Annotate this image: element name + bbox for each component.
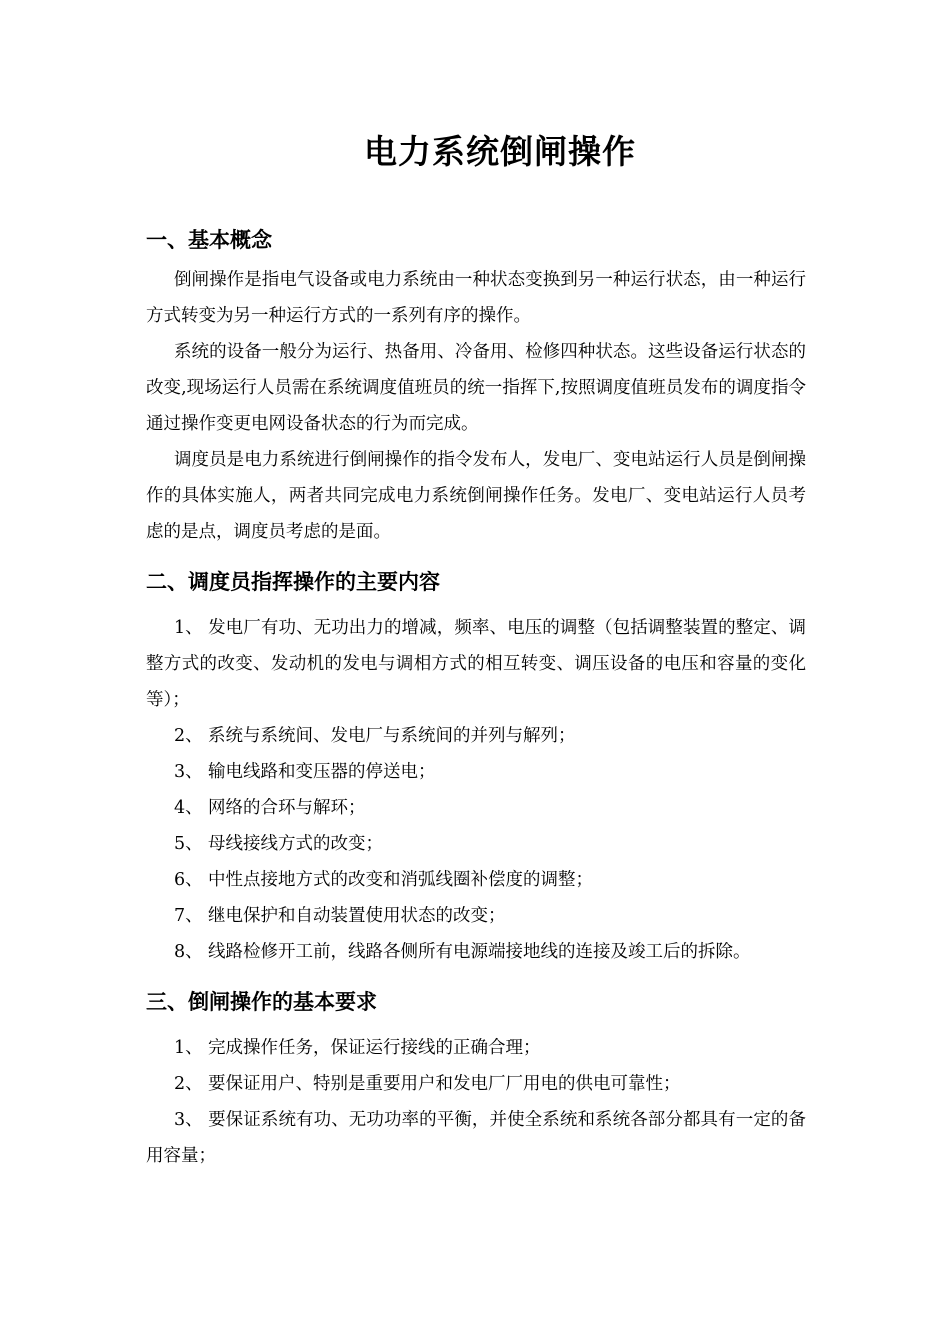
list-item-number: 3、 — [174, 1110, 203, 1130]
list-item-number: 7、 — [174, 906, 203, 926]
list-item-text: 线路检修开工前，线路各侧所有电源端接地线的连接及竣工后的拆除。 — [208, 942, 751, 962]
list-item — [146, 862, 806, 898]
list-item-number: 1、 — [174, 618, 203, 638]
list-item — [146, 1030, 806, 1066]
list-item-number: 3、 — [174, 762, 203, 782]
list-item — [146, 790, 806, 826]
paragraph: 系统的设备一般分为运行、热备用、冷备用、检修四种状态。这些设备运行状态的改变,现场运行人员需在系统调度值班员的统一指挥下,按照调度值班员发布的调度指令通过操作变更电网设备状态的行为而完成。 — [146, 342, 806, 434]
paragraph: 倒闸操作是指电气设备或电力系统由一种状态变换到另一种运行状态，由一种运行方式转变为另一种运行方式的一系列有序的操作。 — [146, 270, 806, 326]
paragraph: 调度员是电力系统进行倒闸操作的指令发布人，发电厂、变电站运行人员是倒闸操作的具体实施人，两者共同完成电力系统倒闸操作任务。发电厂、变电站运行人员考虑的是点，调度员考虑的是面。 — [146, 450, 806, 542]
list-item-text: 中性点接地方式的改变和消弧线圈补偿度的调整； — [208, 870, 593, 890]
list-item-number: 2、 — [174, 726, 203, 746]
list-item-number: 4、 — [174, 798, 203, 818]
section-heading-basic-concepts: 一、基本概念 — [146, 228, 272, 252]
list-item — [146, 826, 806, 862]
section-heading-basic-requirements: 三、倒闸操作的基本要求 — [146, 990, 377, 1014]
list-item-text: 完成操作任务，保证运行接线的正确合理； — [208, 1038, 541, 1058]
list-item-text: 系统与系统间、发电厂与系统间的并列与解列； — [208, 726, 576, 746]
list-item-number: 8、 — [174, 942, 203, 962]
document-body — [146, 222, 806, 1174]
list-item — [146, 934, 806, 970]
list-item-text: 网络的合环与解环； — [208, 798, 366, 818]
list-item — [146, 1102, 806, 1174]
document-title: 电力系统倒闸操作 — [364, 132, 636, 171]
list-item-text: 继电保护和自动装置使用状态的改变； — [208, 906, 506, 926]
list-item — [146, 754, 806, 790]
list-item-number: 1、 — [174, 1038, 203, 1058]
section-heading-dispatcher-operations: 二、调度员指挥操作的主要内容 — [146, 570, 440, 594]
list-item — [146, 718, 806, 754]
list-item-number: 2、 — [174, 1074, 203, 1094]
list-item-text: 发电厂有功、无功出力的增减，频率、电压的调整（包括调整装置的整定、调整方式的改变、发动机的发电与调相方式的相互转变、调压设备的电压和容量的变化等）； — [146, 618, 806, 710]
list-item-text: 要保证系统有功、无功功率的平衡，并使全系统和系统各部分都具有一定的备用容量； — [146, 1110, 806, 1166]
list-item-text: 母线接线方式的改变； — [208, 834, 383, 854]
list-item — [146, 610, 806, 718]
list-item-number: 5、 — [174, 834, 203, 854]
list-item-text: 输电线路和变压器的停送电； — [208, 762, 436, 782]
list-item-text: 要保证用户、特别是重要用户和发电厂厂用电的供电可靠性； — [208, 1074, 681, 1094]
list-item — [146, 1066, 806, 1102]
list-item — [146, 898, 806, 934]
list-item-number: 6、 — [174, 870, 203, 890]
